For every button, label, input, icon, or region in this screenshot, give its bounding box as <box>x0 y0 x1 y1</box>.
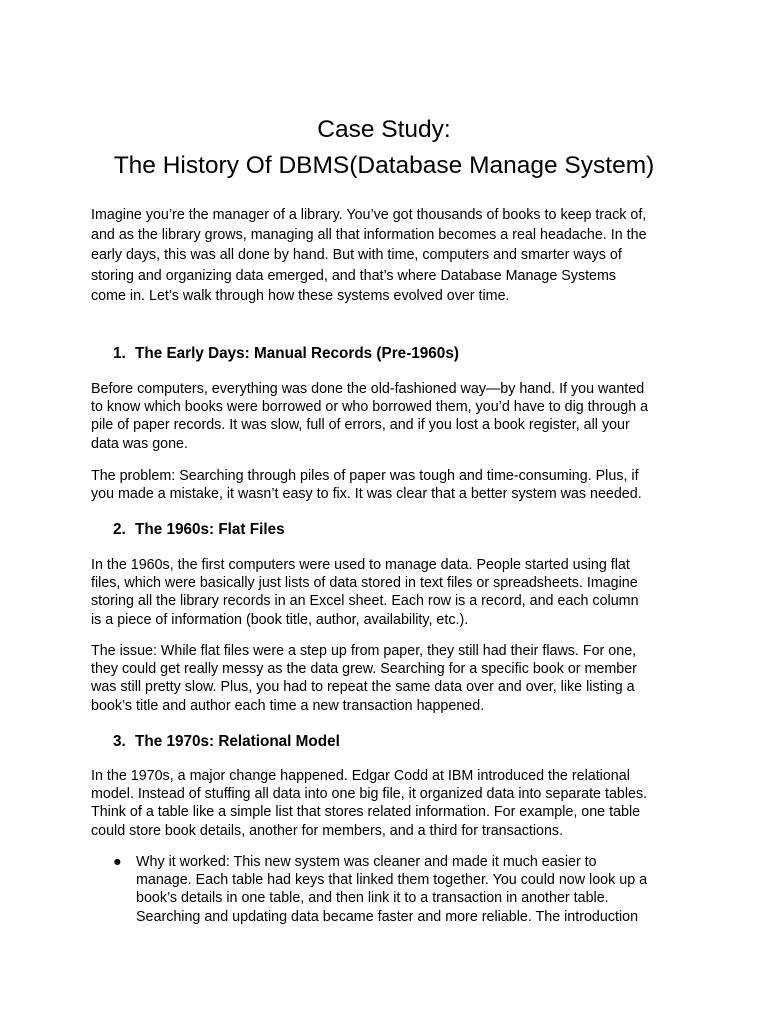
title-line-2: The History Of DBMS(Database Manage System) <box>113 152 655 179</box>
bullet-list-item <box>113 853 647 926</box>
text-line: The problem: Searching through piles of paper was tough and time-consuming. Plus, if <box>91 468 639 484</box>
section-number: 2. <box>113 521 126 538</box>
text-line: manage. Each table had keys that linked them together. You could now look up a <box>136 872 648 889</box>
section-number: 1. <box>113 345 126 362</box>
section-heading-text: The Early Days: Manual Records (Pre-1960s) <box>135 345 459 362</box>
text-line: storing all the library records in an Excel sheet. Each row is a record, and each column <box>91 593 639 610</box>
text-line: Think of a table like a simple list that stores related information. For example, one table <box>91 804 641 821</box>
section-number: 3. <box>113 733 126 750</box>
document-title <box>0 112 768 184</box>
text-line: to know which books were borrowed or who borrowed them, you’d have to dig through a <box>91 399 649 416</box>
section-heading-text: The 1960s: Flat Files <box>135 521 285 538</box>
text-line: In the 1960s, the first computers were used to manage data. People started using flat <box>91 557 630 573</box>
text-line: data was gone. <box>91 435 188 452</box>
text-line: Searching and updating data became faster and more reliable. The introduction <box>136 908 639 925</box>
text-line: you made a mistake, it wasn’t easy to fix. It was clear that a better system was needed. <box>91 486 642 503</box>
text-line: In the 1970s, a major change happened. Edgar Codd at IBM introduced the relational <box>91 768 630 784</box>
text-line: storing and organizing data emerged, and that’s where Database Manage Systems <box>91 267 617 284</box>
text-line: files, which were basically just lists of data stored in text files or spreadsheets. Imagine <box>91 575 638 592</box>
section-heading-text: The 1970s: Relational Model <box>135 733 340 750</box>
section-1-paragraph-2 <box>91 467 642 503</box>
section-3-paragraph-1 <box>91 767 647 840</box>
text-line: come in. Let’s walk through how these systems evolved over time. <box>91 287 510 304</box>
text-line: book’s title and author each time a new transaction happened. <box>91 697 485 714</box>
text-line: model. Instead of stuffing all data into one big file, it organized data into separate tables. <box>91 786 648 803</box>
title-line-1: Case Study: <box>317 116 451 143</box>
section-2-paragraph-2 <box>91 642 637 715</box>
bullet-icon: ● <box>113 854 122 870</box>
text-line: could store book details, another for members, and a third for transactions. <box>91 822 564 839</box>
section-heading-3 <box>113 732 340 752</box>
text-line: and as the library grows, managing all that information becomes a real headache. In the <box>91 227 647 244</box>
text-line: The issue: While flat files were a step up from paper, they still had their flaws. For one, <box>91 643 637 659</box>
text-line: pile of paper records. It was slow, full of errors, and if you lost a book register, all your <box>91 417 630 434</box>
text-line: Imagine you’re the manager of a library. You’ve got thousands of books to keep track of, <box>91 207 647 223</box>
text-line: is a piece of information (book title, author, availability, etc.). <box>91 611 469 628</box>
text-line: Before computers, everything was done the old-fashioned way—by hand. If you wanted <box>91 381 645 397</box>
section-heading-2 <box>113 520 285 540</box>
text-line: they could get really messy as the data grew. Searching for a specific book or member <box>91 661 637 678</box>
text-line: book’s details in one table, and then link it to a transaction in another table. <box>136 890 609 907</box>
section-2-paragraph-1 <box>91 556 639 629</box>
text-line: Why it worked: This new system was cleaner and made it much easier to <box>136 854 597 870</box>
text-line: early days, this was all done by hand. But with time, computers and smarter ways of <box>91 247 622 264</box>
text-line: was still pretty slow. Plus, you had to repeat the same data over and over, like listing a <box>91 679 635 696</box>
section-heading-1 <box>113 344 459 364</box>
bullet-text <box>136 853 647 926</box>
intro-paragraph <box>91 205 647 306</box>
section-1-paragraph-1 <box>91 380 648 453</box>
